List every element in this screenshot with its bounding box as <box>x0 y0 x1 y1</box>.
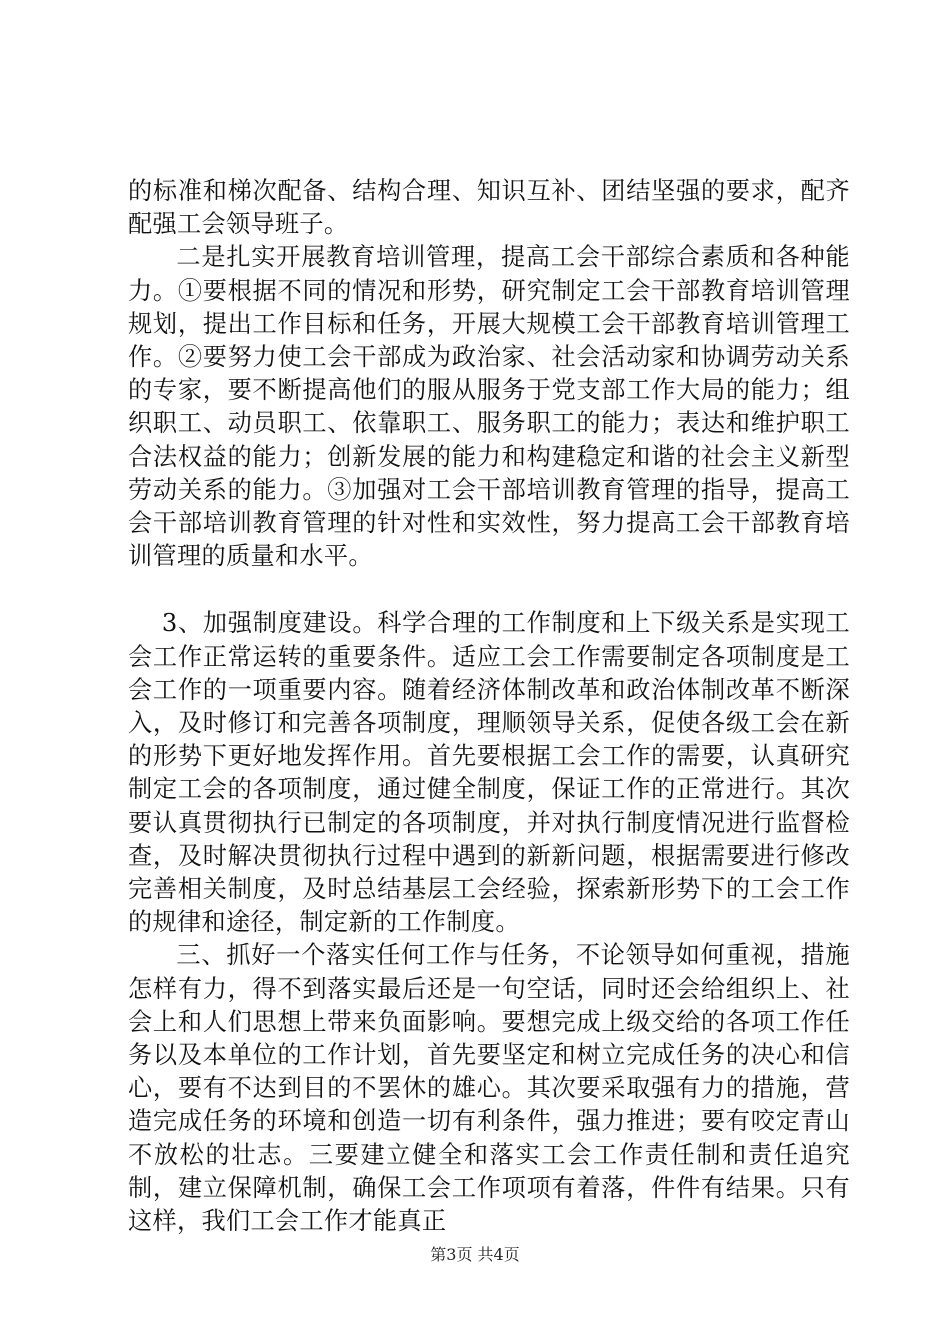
page-number-footer: 第3页 共4页 <box>430 1245 520 1264</box>
paragraph-education-training: 二是扎实开展教育培训管理，提高工会干部综合素质和各种能力。①要根据不同的情况和形势，研究制定工会干部教育培训管理规划，提出工作目标和任务，开展大规模工会干部教育培训管理工作。②要努力使工会干部成为政治家、社会活动家和协调劳动关系的专家，要不断提高他们的服从服务于党支部工作大局的能力；组织职工、动员职工、依靠职工、服务职工的能力；表达和维护职工合法权益的能力；创新发展的能力和构建稳定和谐的社会主义新型劳动关系的能力。③加强对工会干部培训教育管理的指导，提高工会干部培训教育管理的针对性和实效性，努力提高工会干部教育培训管理的质量和水平。 <box>128 243 850 571</box>
paragraph-spacer <box>128 573 850 607</box>
document-body <box>128 175 850 1238</box>
paragraph-implementation: 三、抓好一个落实任何工作与任务，不论领导如何重视，措施怎样有力，得不到落实最后还是一句空话，同时还会给组织上、社会上和人们思想上带来负面影响。要想完成上级交给的各项工作任务以及本单位的工作计划，首先要坚定和树立完成任务的决心和信心，要有不达到目的不罢休的雄心。其次要采取强有力的措施，营造完成任务的环境和创造一切有利条件，强力推进；要有咬定青山不放松的壮志。三要建立健全和落实工会工作责任制和责任追究制，建立保障机制，确保工会工作项项有着落，件件有结果。只有这样，我们工会工作才能真正 <box>128 941 850 1236</box>
paragraph-continuation: 的标准和梯次配备、结构合理、知识互补、团结坚强的要求，配齐配强工会领导班子。 <box>128 177 850 239</box>
paragraph-system-building: 3、加强制度建设。科学合理的工作制度和上下级关系是实现工会工作正常运转的重要条件。适应工会工作需要制定各项制度是工会工作的一项重要内容。随着经济体制改革和政治体制改革不断深入，及时修订和完善各项制度，理顺领导关系，促使各级工会在新的形势下更好地发挥作用。首先要根据工会工作的需要，认真研究制定工会的各项制度，通过健全制度，保证工作的正常进行。其次要认真贯彻执行已制定的各项制度，并对执行制度情况进行监督检查，及时解决贯彻执行过程中遇到的新新问题，根据需要进行修改完善相关制度，及时总结基层工会经验，探索新形势下的工会工作的规律和途径，制定新的工作制度。 <box>128 609 850 937</box>
